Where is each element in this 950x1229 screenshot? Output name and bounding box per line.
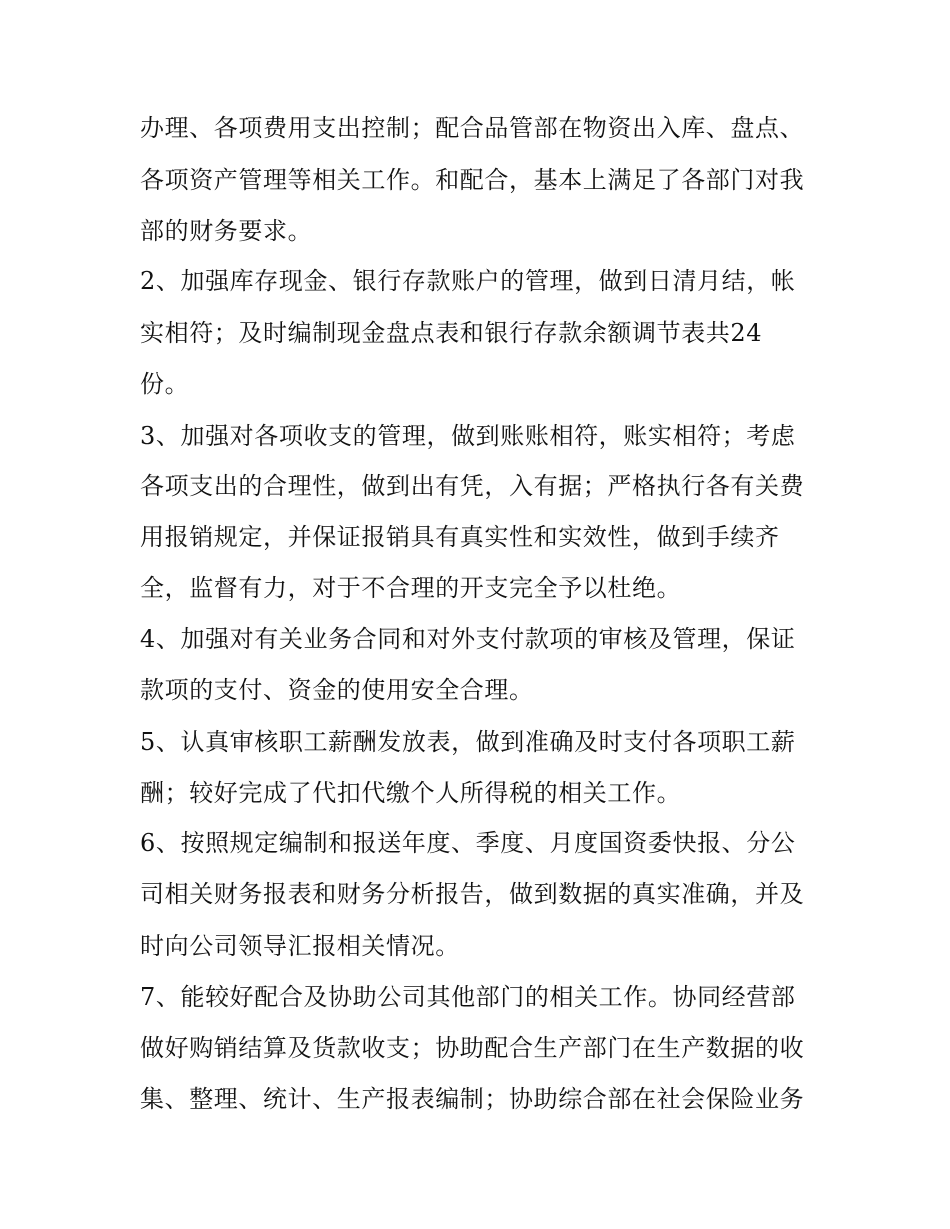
text-line: 7、能较好配合及协助公司其他部门的相关工作。协同经营部 [140,983,796,1011]
text-line: 用报销规定，并保证报销具有真实性和实效性，做到手续齐 [140,523,780,551]
text-line: 6、按照规定编制和报送年度、季度、月度国资委快报、分公 [140,829,796,857]
text-line: 集、整理、统计、生产报表编制；协助综合部在社会保险业务 [140,1085,805,1113]
text-line: 3、加强对各项收支的管理，做到账账相符，账实相符；考虑 [140,422,796,450]
text-line: 办理、各项费用支出控制；配合品管部在物资出入库、盘点、 [140,114,805,142]
text-line: 部的财务要求。 [140,217,313,245]
text-line: 做好购销结算及货款收支；协助配合生产部门在生产数据的收 [140,1034,805,1062]
text-line: 实相符；及时编制现金盘点表和银行存款余额调节表共24 [140,319,763,347]
text-line: 酬；较好完成了代扣代缴个人所得税的相关工作。 [140,779,682,807]
text-line: 5、认真审核职工薪酬发放表，做到准确及时支付各项职工薪 [140,728,796,756]
text-line: 款项的支付、资金的使用安全合理。 [140,676,534,704]
text-line: 份。 [140,370,190,398]
text-line: 全，监督有力，对于不合理的开支完全予以杜绝。 [140,574,682,602]
text-line: 各项资产管理等相关工作。和配合，基本上满足了各部门对我 [140,166,805,194]
text-line: 时向公司领导汇报相关情况。 [140,932,460,960]
text-line: 司相关财务报表和财务分析报告，做到数据的真实准确，并及 [140,880,805,908]
text-line: 4、加强对有关业务合同和对外支付款项的审核及管理，保证 [140,625,796,653]
text-line: 2、加强库存现金、银行存款账户的管理，做到日清月结，帐 [140,267,796,295]
text-line: 各项支出的合理性，做到出有凭，入有据；严格执行各有关费 [140,472,805,500]
